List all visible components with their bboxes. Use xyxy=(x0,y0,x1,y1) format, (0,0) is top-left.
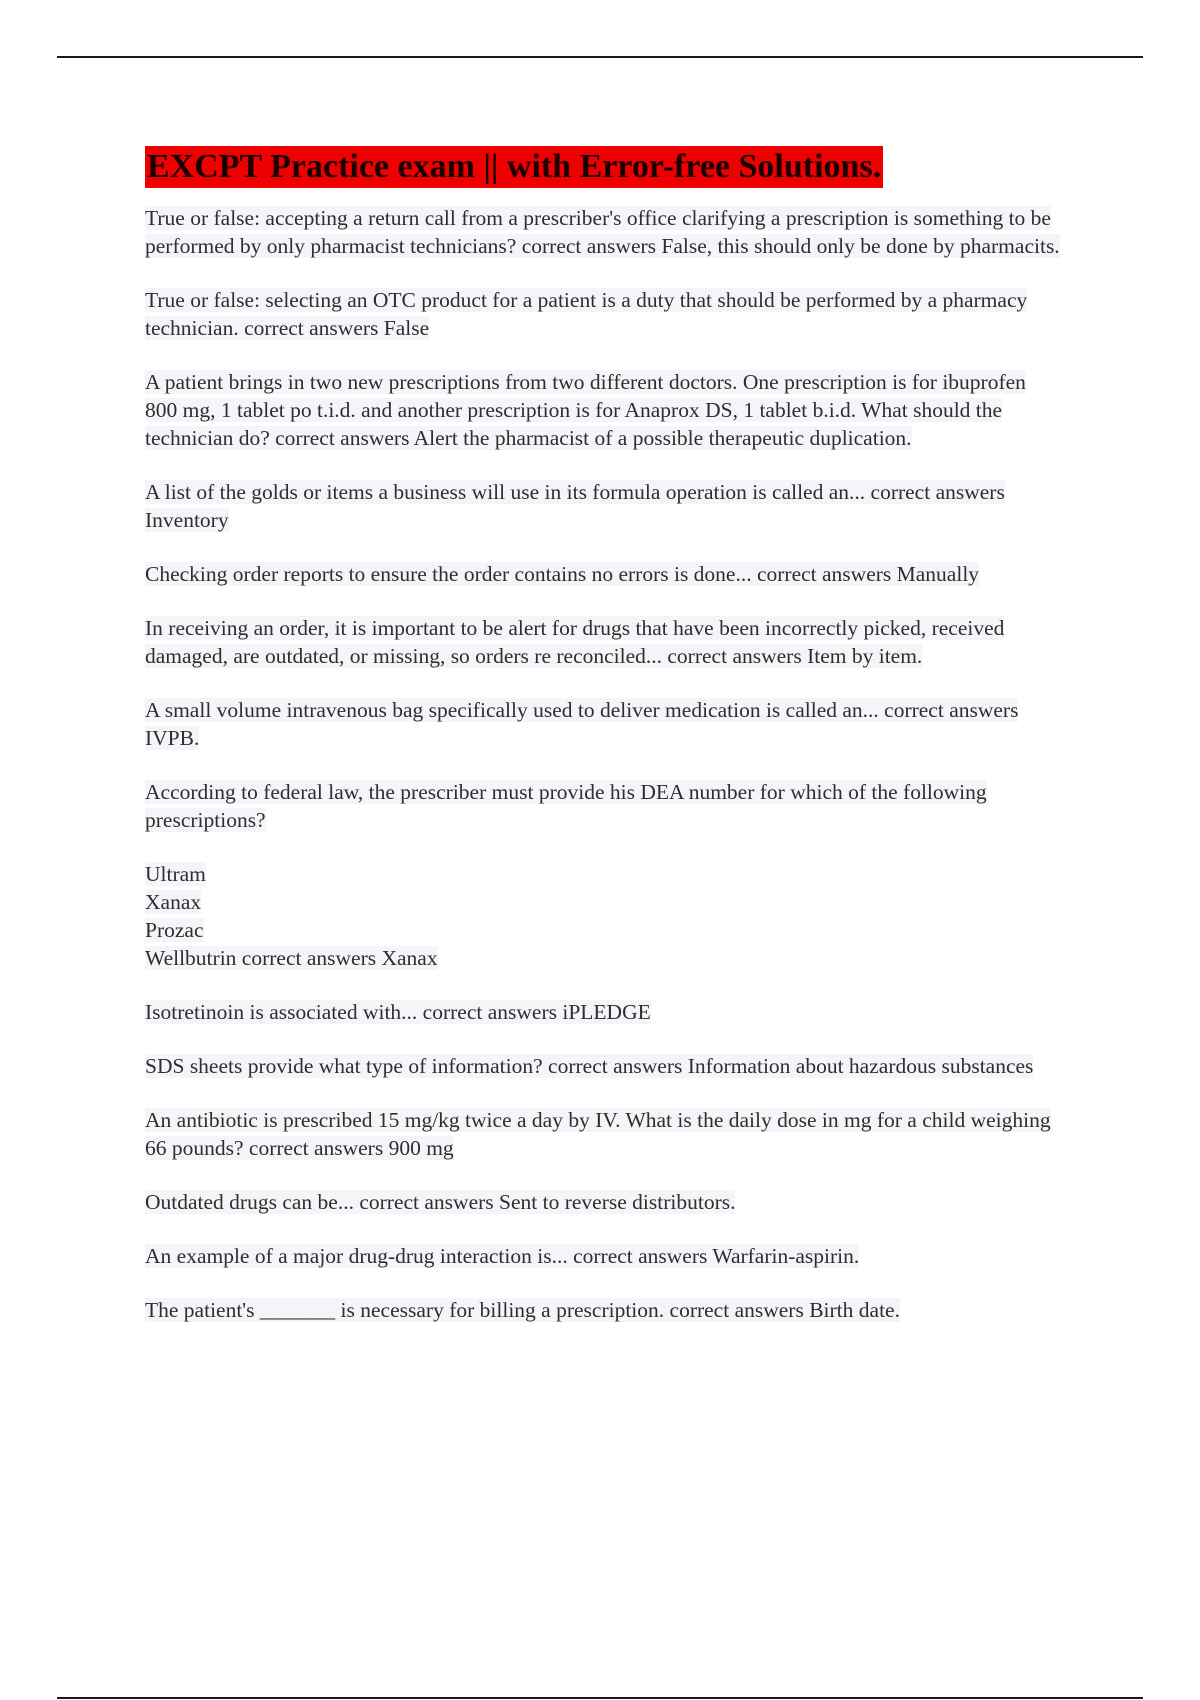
document-title: EXCPT Practice exam || with Error-free Solutions. xyxy=(145,146,883,188)
qa-item xyxy=(145,1188,1060,1216)
dea-options xyxy=(145,860,1060,972)
qa-item-text: Checking order reports to ensure the order contains no errors is done... correct answers Manually xyxy=(145,562,980,586)
qa-item xyxy=(145,368,1060,452)
qa-item xyxy=(145,614,1060,670)
qa-item-text: SDS sheets provide what type of information? correct answers Information about hazardous substances xyxy=(145,1054,1034,1078)
qa-item xyxy=(145,1052,1060,1080)
qa-item-text: Isotretinoin is associated with... correct answers iPLEDGE xyxy=(145,1000,651,1024)
dea-option xyxy=(145,916,1060,944)
dea-option-text: Wellbutrin correct answers Xanax xyxy=(145,946,438,970)
qa-item-text: A patient brings in two new prescriptions from two different doctors. One prescription is for ibuprofen 800 mg, 1 tablet po t.i.d. and another prescription is for Anaprox DS, 1 tablet b.i.d. What should the technician do? correct answers Alert the pharmacist of a possible therapeutic duplication. xyxy=(145,370,1026,450)
document-body xyxy=(145,146,1060,1350)
qa-item xyxy=(145,1106,1060,1162)
qa-item xyxy=(145,1242,1060,1270)
qa-item xyxy=(145,696,1060,752)
qa-item-text: An example of a major drug-drug interaction is... correct answers Warfarin-aspirin. xyxy=(145,1244,860,1268)
qa-item-text: A small volume intravenous bag specifically used to deliver medication is called an... correct answers IVPB. xyxy=(145,698,1019,750)
footer-rule xyxy=(57,1697,1143,1699)
qa-item-text: True or false: selecting an OTC product for a patient is a duty that should be performed by a pharmacy technician. correct answers False xyxy=(145,288,1028,340)
header-rule xyxy=(57,56,1143,58)
dea-option xyxy=(145,888,1060,916)
qa-item-text: The patient's _______ is necessary for billing a prescription. correct answers Birth date. xyxy=(145,1298,900,1322)
qa-item xyxy=(145,778,1060,834)
dea-option xyxy=(145,944,1060,972)
qa-item-text: True or false: accepting a return call from a prescriber's office clarifying a prescription is something to be performed by only pharmacist technicians? correct answers False, this should only be done by pharmacits. xyxy=(145,206,1060,258)
qa-item xyxy=(145,1296,1060,1324)
qa-item-text: Outdated drugs can be... correct answers Sent to reverse distributors. xyxy=(145,1190,736,1214)
dea-option-text: Ultram xyxy=(145,862,206,886)
qa-item-text: According to federal law, the prescriber must provide his DEA number for which of the following prescriptions? xyxy=(145,780,987,832)
qa-item xyxy=(145,478,1060,534)
qa-item xyxy=(145,204,1060,260)
dea-option xyxy=(145,860,1060,888)
qa-item xyxy=(145,560,1060,588)
dea-option-text: Prozac xyxy=(145,918,204,942)
dea-options-list xyxy=(145,860,1060,972)
qa-item-text: A list of the golds or items a business will use in its formula operation is called an... correct answers Inventory xyxy=(145,480,1005,532)
dea-option-text: Xanax xyxy=(145,890,202,914)
qa-item xyxy=(145,286,1060,342)
qa-item-text: An antibiotic is prescribed 15 mg/kg twice a day by IV. What is the daily dose in mg for a child weighing 66 pounds? correct answers 900 mg xyxy=(145,1108,1051,1160)
qa-item xyxy=(145,998,1060,1026)
qa-item-text: In receiving an order, it is important to be alert for drugs that have been incorrectly picked, received damaged, are outdated, or missing, so orders re reconciled... correct answers Item by item. xyxy=(145,616,1005,668)
